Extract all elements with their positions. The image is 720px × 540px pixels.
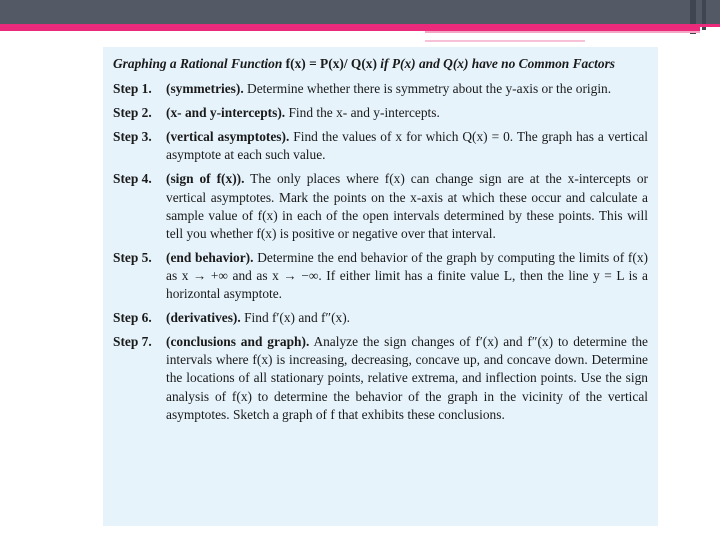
procedure-title bbox=[113, 55, 648, 73]
slide-pink-fade-rule bbox=[425, 31, 700, 33]
slide-pink-rule-end bbox=[700, 24, 720, 27]
step-body bbox=[166, 128, 648, 164]
step-3 bbox=[113, 128, 648, 164]
step-7 bbox=[113, 333, 648, 423]
step-text: Determine the end behavior of the graph by computing the limits of f(x) as x → +∞ and as x → −∞. If either limit has a finite value L, then the line y = L is a horizontal asymptote. bbox=[166, 249, 648, 302]
step-heading: (symmetries). bbox=[166, 81, 244, 97]
step-body bbox=[166, 104, 648, 122]
step-body bbox=[166, 309, 648, 327]
step-1 bbox=[113, 80, 648, 98]
step-text: Determine whether there is symmetry about the y-axis or the origin. bbox=[243, 81, 612, 97]
procedure-box bbox=[103, 47, 658, 526]
step-5 bbox=[113, 249, 648, 303]
slide-top-bar bbox=[0, 0, 720, 24]
step-heading: (sign of f(x)). bbox=[166, 171, 245, 187]
step-label: Step 6. bbox=[113, 310, 152, 326]
step-body bbox=[166, 80, 648, 98]
step-text: Find f′(x) and f″(x). bbox=[240, 310, 351, 326]
step-label: Step 3. bbox=[113, 129, 152, 145]
step-6 bbox=[113, 309, 648, 327]
step-heading: (derivatives). bbox=[166, 310, 241, 326]
step-heading: (vertical asymptotes). bbox=[166, 129, 290, 145]
step-label: Step 2. bbox=[113, 105, 152, 121]
step-4 bbox=[113, 170, 648, 242]
title-prefix: Graphing a Rational Function bbox=[113, 56, 286, 71]
step-label: Step 5. bbox=[113, 249, 152, 265]
step-text: Analyze the sign changes of f′(x) and f″(x) to determine the intervals where f(x) is increasing, decreasing, concave up, and concave down. Determine the locations of all stationary points, relative extrema, and inflection points. Use the sign analysis of f(x) to determine the behavior of the graph in the vicinity of the vertical asymptotes. Sketch a graph of f that exhibits these conclusions. bbox=[166, 334, 648, 422]
step-text: The only places where f(x) can change sign are at the x-intercepts or vertical asymptotes. Mark the points on the x-axis at which these occur and calculate a sample value of f(x) in each of the open intervals determined by these points. This will tell you whether f(x) is positive or negative over that interval. bbox=[166, 171, 648, 241]
step-heading: (x- and y-intercepts). bbox=[166, 105, 286, 121]
title-suffix: if P(x) and Q(x) have no Common Factors bbox=[376, 56, 616, 71]
step-heading: (conclusions and graph). bbox=[166, 334, 310, 350]
step-body bbox=[166, 333, 648, 423]
slide-pink-rule bbox=[0, 24, 700, 31]
step-heading: (end behavior). bbox=[166, 249, 254, 265]
slide-pink-fade-rule-2 bbox=[425, 40, 585, 42]
step-label: Step 1. bbox=[113, 81, 152, 97]
step-label: Step 4. bbox=[113, 171, 152, 187]
step-body bbox=[166, 170, 648, 242]
step-text: Find the values of x for which Q(x) = 0. The graph has a vertical asymptote at each such value. bbox=[166, 129, 648, 163]
step-label: Step 7. bbox=[113, 334, 152, 350]
title-math: f(x) = P(x)/ Q(x) bbox=[285, 56, 377, 71]
step-2 bbox=[113, 104, 648, 122]
step-text: Find the x- and y-intercepts. bbox=[285, 105, 440, 121]
step-body bbox=[166, 249, 648, 303]
